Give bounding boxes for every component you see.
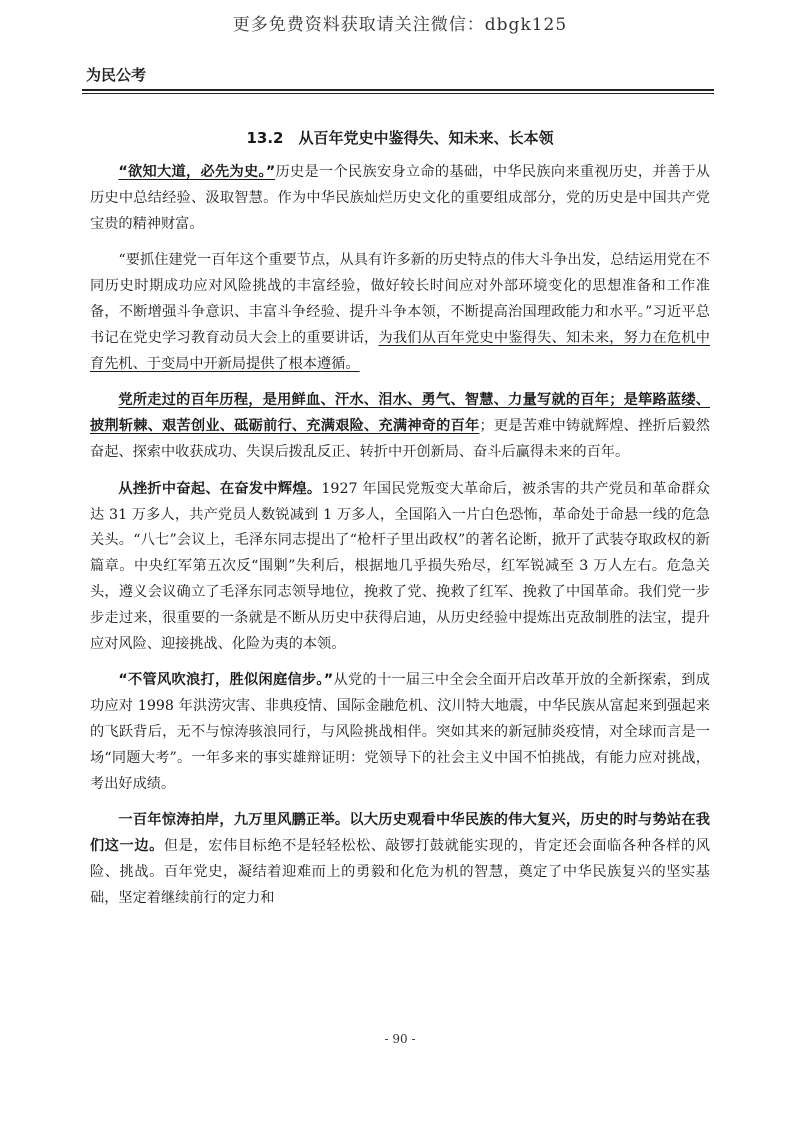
header-brand: 为民公考	[86, 66, 147, 84]
paragraph	[90, 808, 710, 911]
header-rule-thin	[82, 93, 714, 94]
paragraph-text: “要抓住建党一百年这个重要节点，从具有许多新的历史特点的伟大斗争出发，总结运用党在不同历史时期成功应对风险挑战的丰富经验，做好较长时间应对外部环境变化的思想准备和工作准备，不断增强斗争意识、丰富斗争经验、提升斗争本领，不断提高治国理政能力和水平。”习近平总书记在党史学习教育动员大会上的重要讲话，	[90, 252, 710, 346]
paragraph	[90, 248, 710, 377]
paragraph-text: 从党的十一届三中全会全面开启改革开放的全新探索，到成功应对 1998 年洪涝灾害、非典疫情、国际金融危机、汶川特大地震，中华民族从富起来到强起来的飞跃背后，无不与惊涛骇浪同行，与风险挑战相伴。突如其来的新冠肺炎疫情，对全球而言是一场“同题大考”。一年多来的事实雄辩证明：党领导下的社会主义中国不怕挑战，有能力应对挑战，考出好成绩。	[90, 672, 710, 792]
page-number: - 90 -	[384, 1032, 416, 1046]
header-rule-thick	[82, 89, 714, 91]
paragraph	[90, 388, 710, 465]
paragraph-text: 1927 年国民党叛变大革命后，被杀害的共产党员和革命群众达 31 万多人，共产党员人数锐减到 1 万多人，全国陷入一片白色恐怖，革命处于命悬一线的危急关头。“八七”会议上，毛泽东同志提出了“枪杆子里出政权”的著名论断，掀开了武装夺取政权的新篇章。中央红军第五次反“围剿”失利后，根据地几乎损失殆尽，红军锐减至 3 万人左右。危急关头，遵义会议确立了毛泽东同志领导地位，挽救了党、挽救了红军、挽救了中国革命。我们党一步步走过来，很重要的一条就是不断从历史中获得启迪，从历史经验中提炼出克敌制胜的法宝，提升应对风险、迎接挑战、化险为夷的本领。	[90, 480, 710, 652]
emphasized-text: “不管风吹浪打，胜似闲庭信步。”	[118, 672, 334, 689]
paragraph	[90, 160, 710, 237]
paragraph	[90, 477, 710, 658]
section-title: 13.2 从百年党史中鉴得失、知未来、长本领	[246, 129, 554, 147]
watermark-text: 更多免费资料获取请关注微信：dbgk125	[232, 15, 568, 35]
emphasized-text: “欲知大道，必先为史。”	[118, 164, 276, 180]
emphasized-text: 党所走过的百年历程，是用鲜血、汗水、泪水、勇气、智慧、力量写就的百年；是筚路蓝缕、披荆斩棘、艰苦创业、砥砺前行、充满艰险、充满神奇的百年	[90, 392, 710, 435]
body-text	[90, 160, 710, 923]
paragraph-text: 历史是一个民族安身立命的基础，中华民族向来重视历史，并善于从历史中总结经验、汲取智慧。作为中华民族灿烂历史文化的重要组成部分，党的历史是中国共产党宝贵的精神财富。	[90, 164, 710, 232]
emphasized-text: 为我们从百年党史中鉴得失、知未来，努力在危机中育先机、于变局中开新局提供了根本遵循。	[90, 329, 710, 372]
paragraph	[90, 668, 710, 797]
paragraph-text: 但是，宏伟目标绝不是轻轻松松、敲锣打鼓就能实现的，肯定还会面临各种各样的风险、挑战。百年党史，凝结着迎难而上的勇毅和化危为机的智慧，奠定了中华民族复兴的坚实基础，坚定着继续前行的定力和	[90, 838, 710, 906]
emphasized-text: 一百年惊涛拍岸，九万里风鹏正举。以大历史观看中华民族的伟大复兴，历史的时与势站在我们这一边。	[90, 812, 710, 855]
paragraph-text: ；更是苦难中铸就辉煌、挫折后毅然奋起、探索中收获成功、失误后拨乱反正、转折中开创新局、奋斗后赢得未来的百年。	[90, 418, 710, 460]
emphasized-text: 从挫折中奋起、在奋发中辉煌。	[118, 480, 322, 497]
